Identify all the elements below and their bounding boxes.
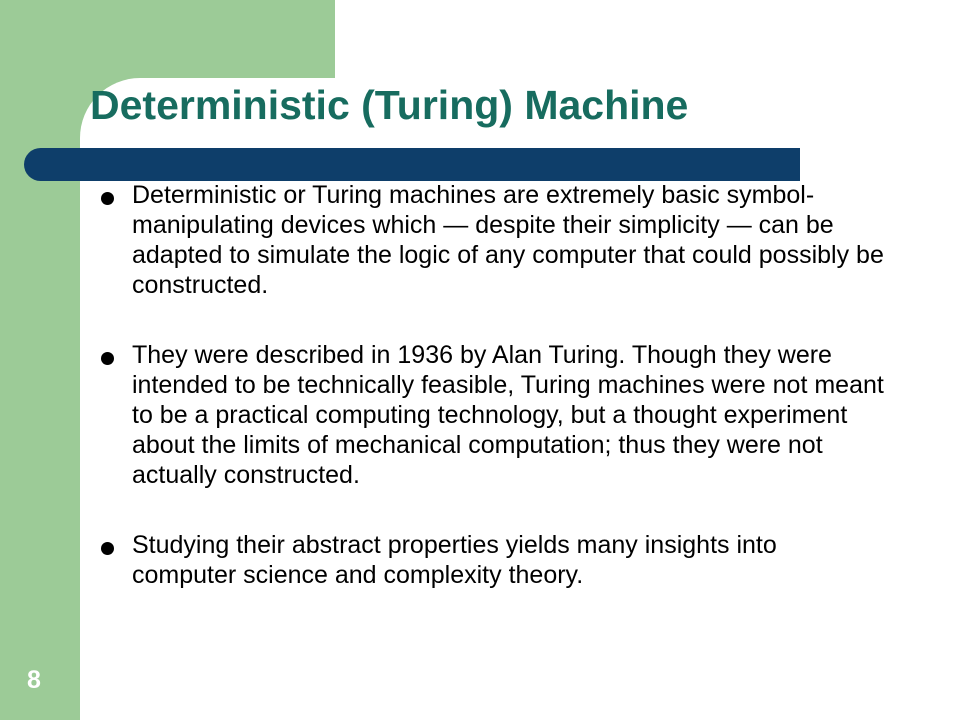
left-accent-bar [0,0,80,720]
bullet-item [95,340,885,490]
bullet-text: Studying their abstract properties yields many insights into computer science and complexity theory. [132,531,777,589]
bullet-item [95,180,885,300]
bullet-dot-icon [101,542,114,555]
bullet-text: They were described in 1936 by Alan Turing. Though they were intended to be technically feasible, Turing machines were not meant to be a practical computing technology, but a thought experiment about the limits of mechanical computation; thus they were not actually constructed. [132,341,884,489]
title-underline-bar [24,148,800,181]
slide-title: Deterministic (Turing) Machine [90,82,689,128]
bullet-list [95,180,885,630]
bullet-dot-icon [101,352,114,365]
slide-number: 8 [27,666,41,694]
bullet-item [95,530,885,590]
bullet-dot-icon [101,192,114,205]
bullet-text: Deterministic or Turing machines are extremely basic symbol-manipulating devices which — despite their simplicity — can be adapted to simulate the logic of any computer that could possibly be constructed. [132,181,884,299]
